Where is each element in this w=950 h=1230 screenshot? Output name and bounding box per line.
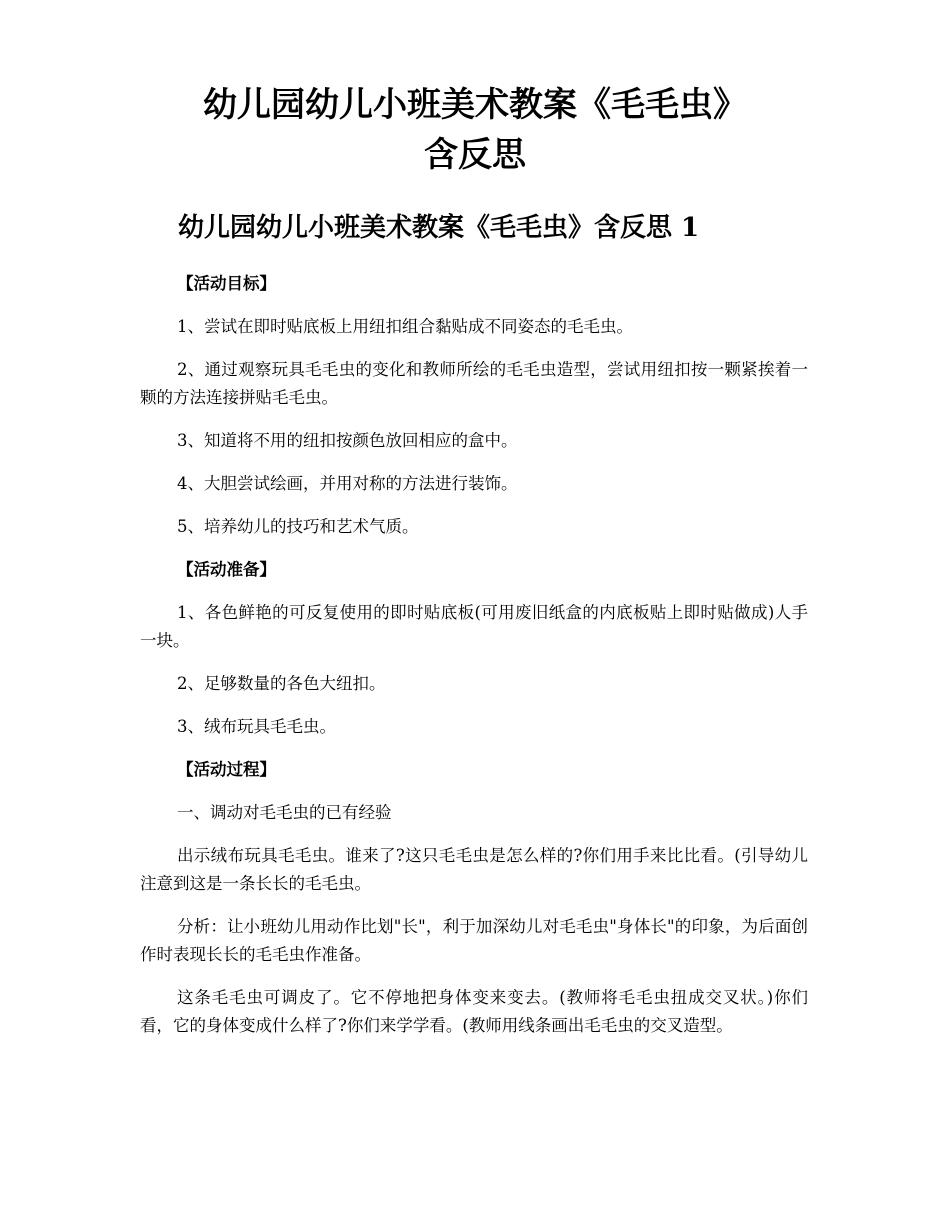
process-paragraph: 这条毛毛虫可调皮了。它不停地把身体变来变去。(教师将毛毛虫扭成交叉状。)你们看，它的身体变成什么样了?你们来学学看。(教师用线条画出毛毛虫的交叉造型。 xyxy=(140,988,808,1035)
section-title: 幼儿园幼儿小班美术教案《毛毛虫》含反思 1 xyxy=(178,213,700,243)
preparation-item: 2、足够数量的各色大纽扣。 xyxy=(177,674,386,693)
preparation-item: 1、各色鲜艳的可反复使用的即时贴底板(可用废旧纸盒的内底板贴上即时贴做成)人手一块。 xyxy=(140,603,808,650)
goal-item: 1、尝试在即时贴底板上用纽扣组合黏贴成不同姿态的毛毛虫。 xyxy=(177,317,633,336)
document-body xyxy=(140,270,808,1055)
goal-item: 4、大胆尝试绘画，并用对称的方法进行装饰。 xyxy=(177,474,518,493)
goal-item: 3、知道将不用的纽扣按颜色放回相应的盒中。 xyxy=(177,431,518,450)
process-paragraph: 分析：让小班幼儿用动作比划"长"，利于加深幼儿对毛毛虫"身体长"的印象，为后面创作时表现长长的毛毛虫作准备。 xyxy=(140,917,808,964)
goal-item: 2、通过观察玩具毛毛虫的变化和教师所绘的毛毛虫造型，尝试用纽扣按一颗紧挨着一颗的方法连接拼贴毛毛虫。 xyxy=(140,360,808,407)
preparation-item: 3、绒布玩具毛毛虫。 xyxy=(177,717,336,736)
process-paragraph: 一、调动对毛毛虫的已有经验 xyxy=(177,803,392,822)
goal-item: 5、培养幼儿的技巧和艺术气质。 xyxy=(177,517,419,536)
process-paragraph: 出示绒布玩具毛毛虫。谁来了?这只毛毛虫是怎么样的?你们用手来比比看。(引导幼儿注意到这是一条长长的毛毛虫。 xyxy=(140,846,808,893)
preparation-heading: 【活动准备】 xyxy=(177,560,276,579)
process-heading: 【活动过程】 xyxy=(177,760,276,779)
document-title xyxy=(140,80,810,180)
goals-heading: 【活动目标】 xyxy=(177,274,276,293)
document-title-line2: 含反思 xyxy=(424,135,526,175)
document-title-line1: 幼儿园幼儿小班美术教案《毛毛虫》 xyxy=(203,85,747,125)
